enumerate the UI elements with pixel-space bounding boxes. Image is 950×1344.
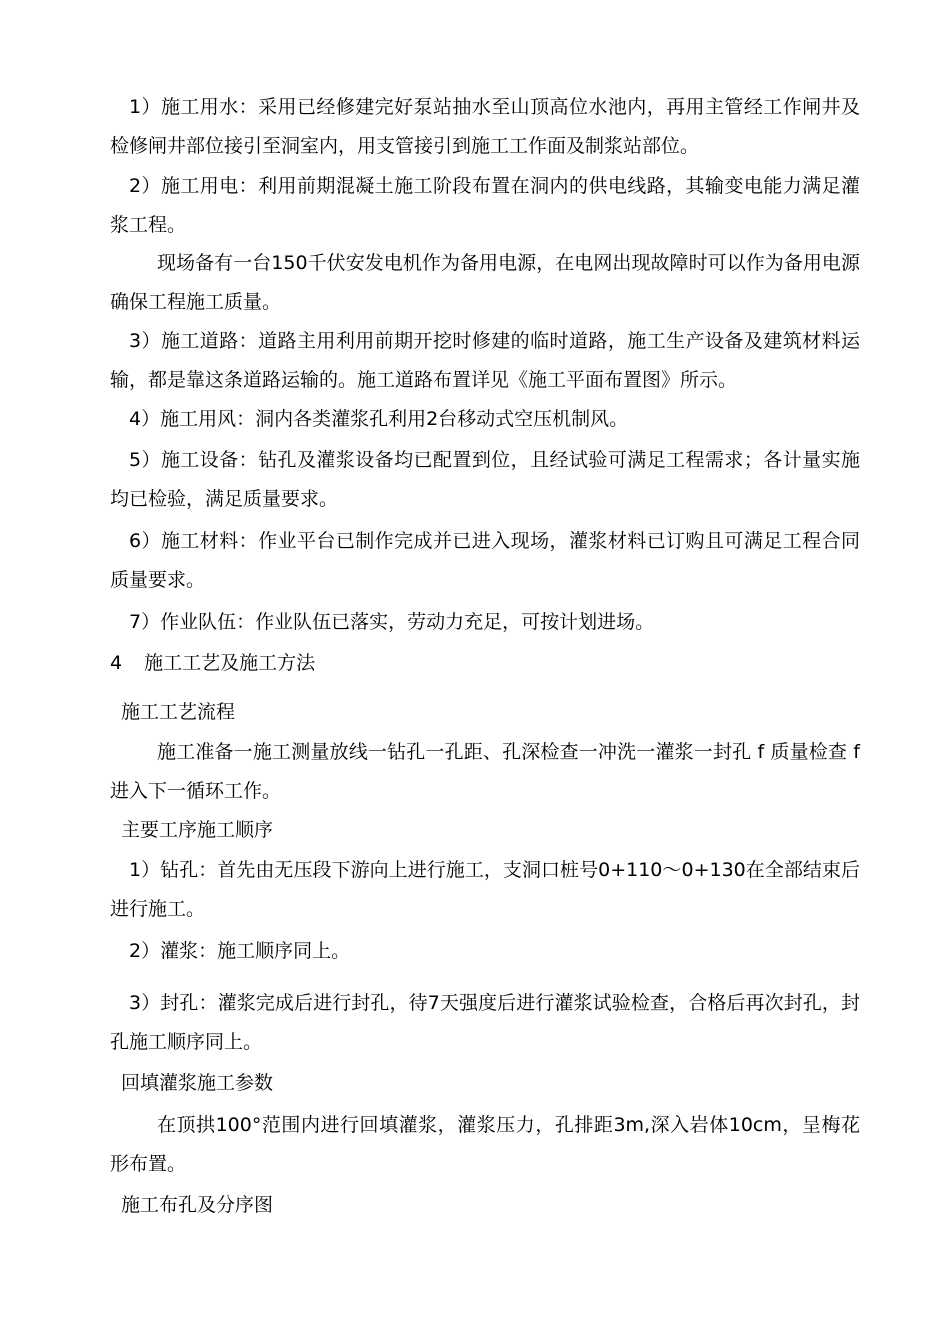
section-4-number: 4	[110, 652, 123, 674]
paragraph-water-supply: 1）施工用水：采用已经修建完好泵站抽水至山顶高位水池内，再用主管经工作闸井及检修闸井部位接引至洞室内，用支管接引到施工工作面及制浆站部位。	[110, 96, 860, 157]
paragraph-power-supply: 2）施工用电：利用前期混凝土施工阶段布置在洞内的供电线路，其输变电能力满足灌浆工程。	[110, 175, 860, 236]
paragraph-equipment: 5）施工设备：钻孔及灌浆设备均已配置到位，且经试验可满足工程需求；各计量实施均已检验，满足质量要求。	[110, 449, 860, 510]
section-4-title: 施工工艺及施工方法	[144, 652, 316, 674]
paragraph-process-flow: 施工准备一施工测量放线一钻孔一孔距、孔深检查一冲洗一灌浆一封孔 f 质量检查 f 进入下一循环工作。	[110, 741, 860, 802]
paragraph-workforce: 7）作业队伍：作业队伍已落实，劳动力充足，可按计划进场。	[129, 611, 655, 633]
paragraph-grouting: 2）灌浆：施工顺序同上。	[129, 940, 351, 962]
paragraph-backfill-parameters: 在顶拱100°范围内进行回填灌浆，灌浆压力，孔排距3m,深入岩体10cm，呈梅花形布置。	[110, 1114, 860, 1175]
subheading-backfill-parameters: 回填灌浆施工参数	[121, 1072, 274, 1094]
section-4-heading	[110, 644, 315, 683]
paragraph-air-supply: 4）施工用风：洞内各类灌浆孔利用2台移动式空压机制风。	[129, 408, 629, 430]
subheading-hole-layout: 施工布孔及分序图	[121, 1194, 274, 1216]
paragraph-drilling: 1）钻孔：首先由无压段下游向上进行施工，支洞口桩号0+110〜0+130在全部结束后进行施工。	[110, 859, 860, 920]
paragraph-backup-generator: 现场备有一台150千伏安发电机作为备用电源，在电网出现故障时可以作为备用电源确保工程施工质量。	[110, 252, 860, 313]
subheading-work-sequence: 主要工序施工顺序	[121, 819, 274, 841]
paragraph-sealing: 3）封孔：灌浆完成后进行封孔，待7天强度后进行灌浆试验检查，合格后再次封孔，封孔施工顺序同上。	[110, 992, 860, 1053]
paragraph-roads: 3）施工道路：道路主用利用前期开挖时修建的临时道路，施工生产设备及建筑材料运输，都是靠这条道路运输的。施工道路布置详见《施工平面布置图》所示。	[110, 330, 860, 391]
subheading-process-flow: 施工工艺流程	[121, 701, 236, 723]
paragraph-materials: 6）施工材料：作业平台已制作完成并已进入现场，灌浆材料已订购且可满足工程合同质量要求。	[110, 530, 860, 591]
